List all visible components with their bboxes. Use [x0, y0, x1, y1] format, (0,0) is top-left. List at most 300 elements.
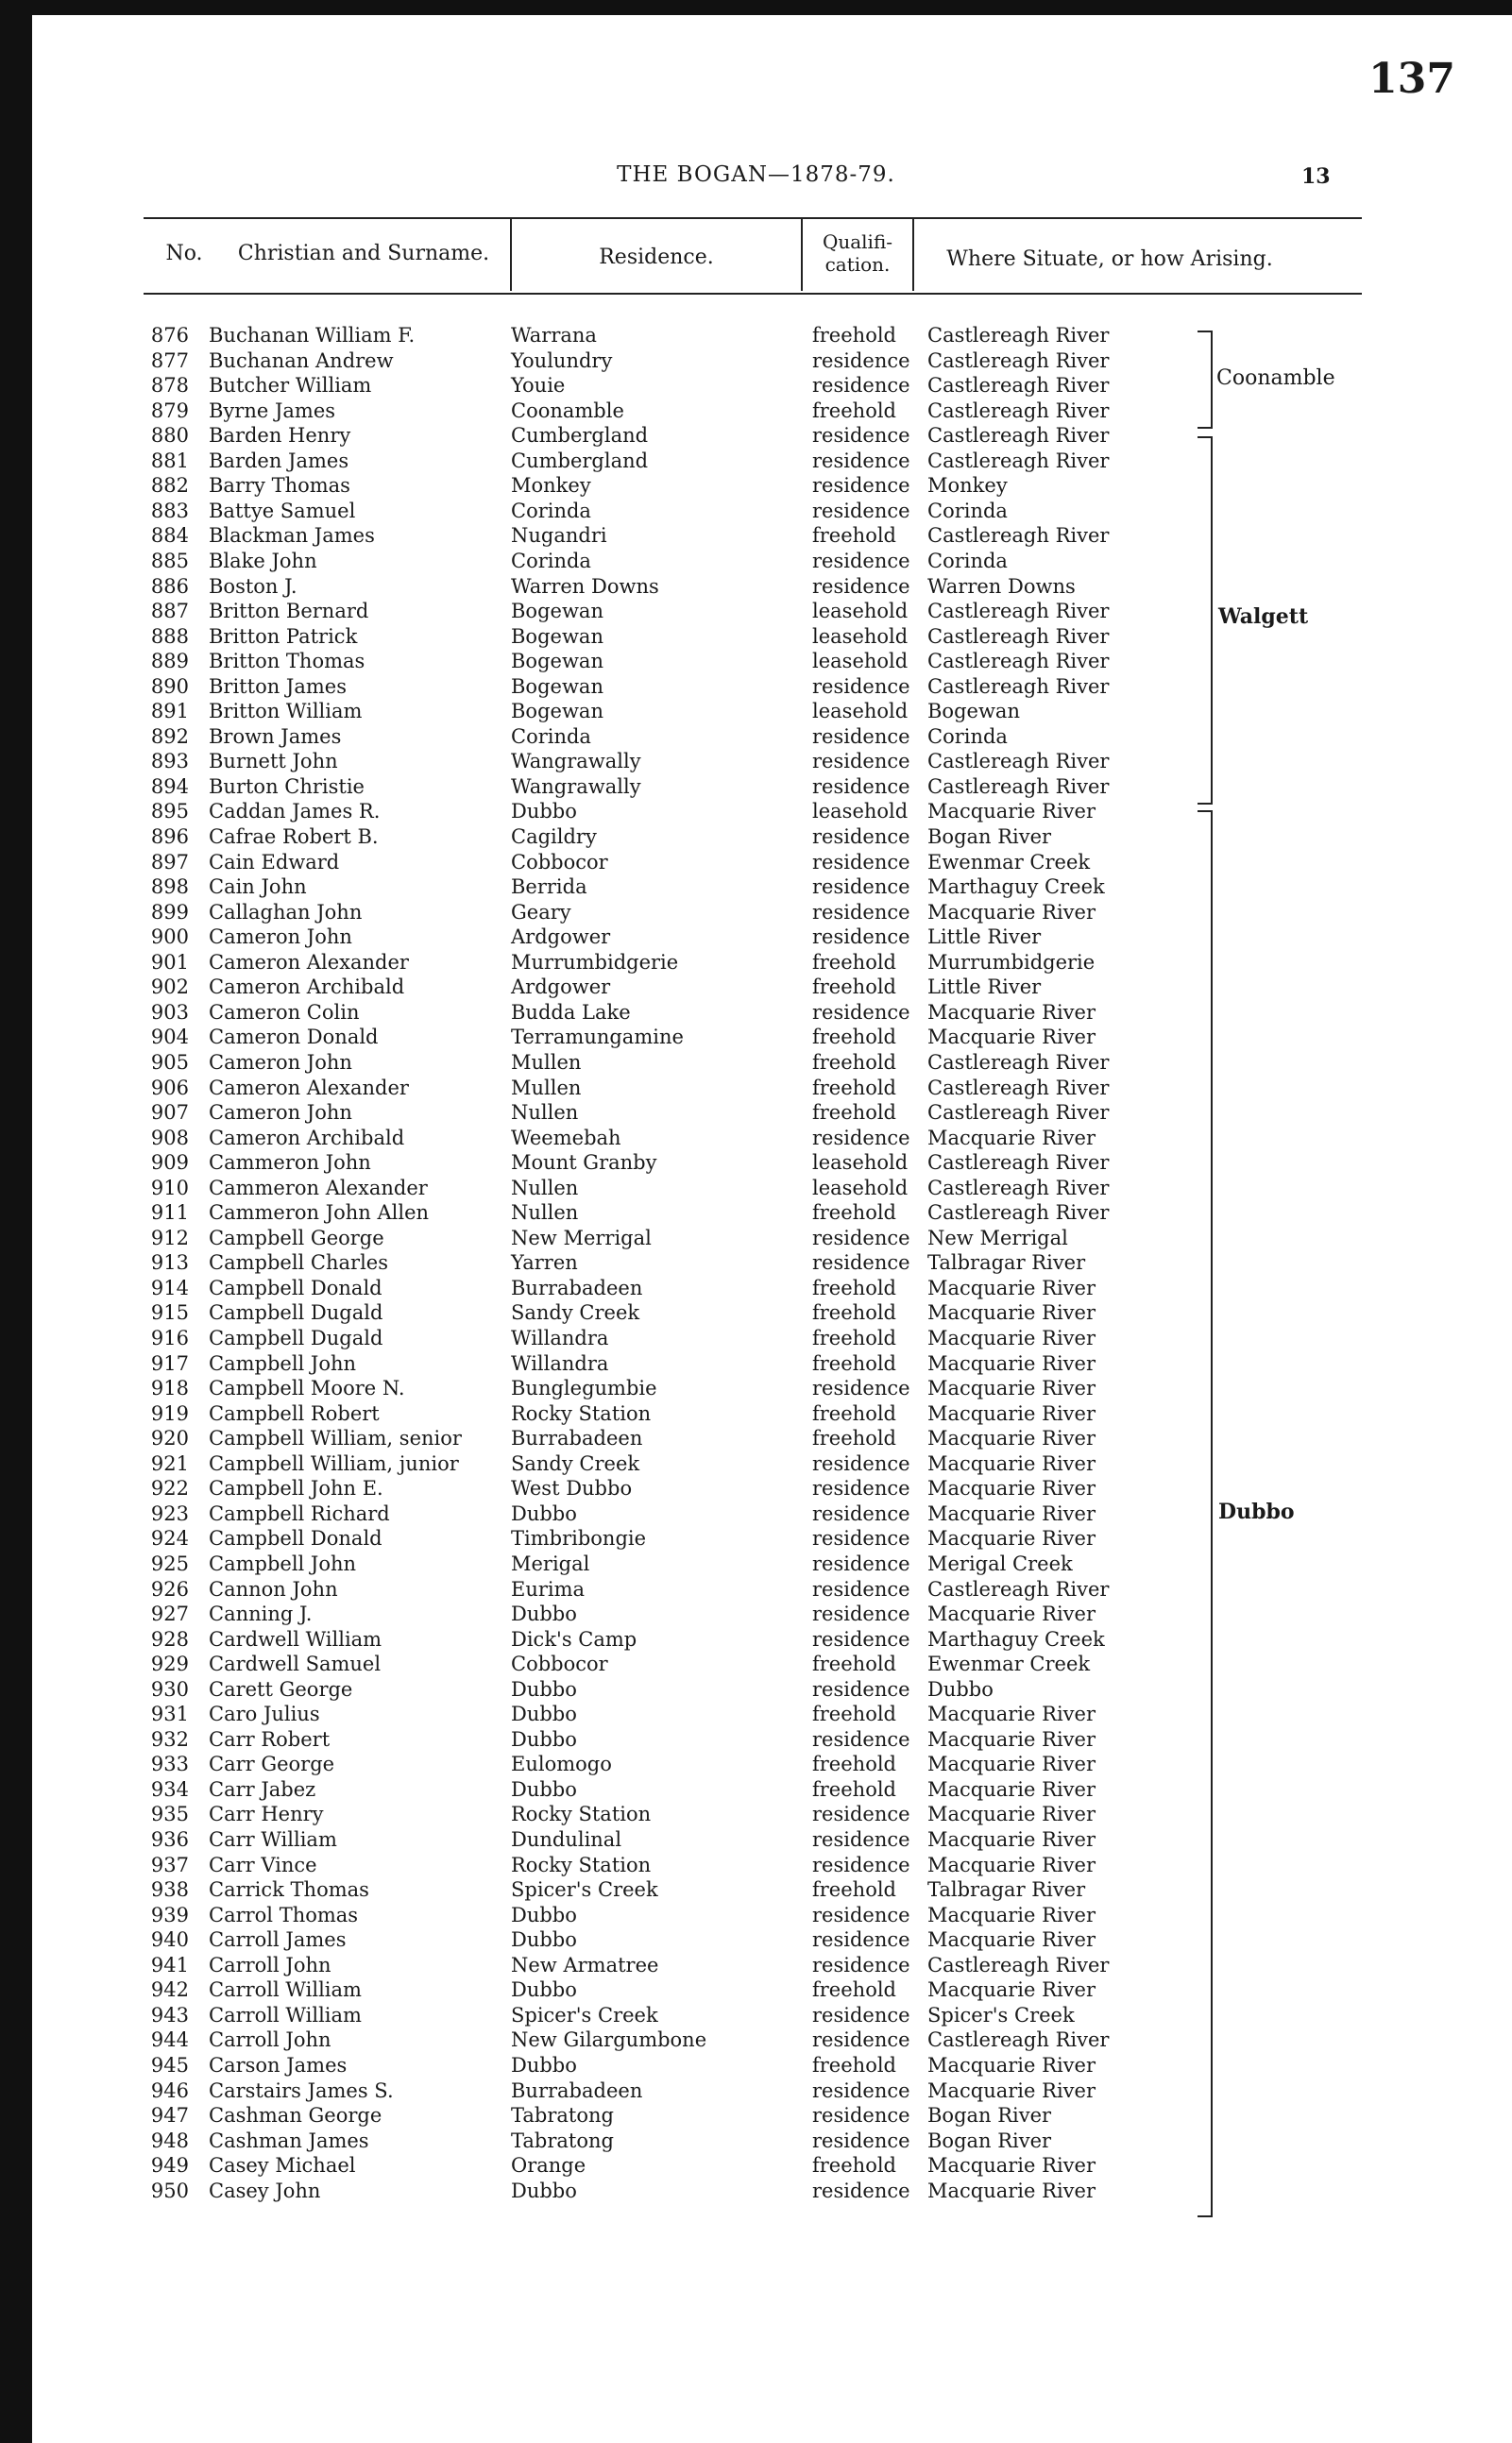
- table-row: [0, 749, 1512, 774]
- entry-number: 949: [150, 2154, 189, 2178]
- entry-number: 935: [150, 1803, 189, 1826]
- where-situate: Talbragar River: [927, 1878, 1086, 1902]
- entry-number: 881: [150, 449, 189, 472]
- residence: Rocky Station: [511, 1853, 652, 1876]
- residence: Dubbo: [511, 1703, 577, 1726]
- table-row: [0, 1025, 1512, 1050]
- voter-name: Byrne James: [209, 399, 336, 422]
- table-row: [0, 925, 1512, 950]
- voter-name: Burton Christie: [209, 774, 365, 798]
- table-row: [0, 1752, 1512, 1777]
- where-situate: Castlereagh River: [927, 774, 1110, 798]
- where-situate: Macquarie River: [927, 1703, 1096, 1726]
- entry-number: 927: [150, 1603, 189, 1626]
- where-situate: Castlereagh River: [927, 624, 1110, 648]
- where-situate: Macquarie River: [927, 1427, 1096, 1451]
- where-situate: Macquarie River: [927, 900, 1096, 924]
- header-rule-bottom: [144, 293, 1362, 295]
- entry-number: 931: [150, 1703, 189, 1726]
- header-no: No.: [165, 242, 203, 265]
- where-situate: Castlereagh River: [927, 324, 1110, 347]
- entry-number: 896: [150, 825, 189, 848]
- entry-number: 877: [150, 348, 189, 372]
- table-row: [0, 1476, 1512, 1501]
- qualification: freehold: [812, 1753, 896, 1776]
- where-situate: Castlereagh River: [927, 374, 1110, 398]
- qualification: freehold: [812, 950, 896, 974]
- where-situate: Monkey: [927, 474, 1008, 498]
- voter-name: Buchanan William F.: [209, 324, 416, 347]
- entry-number: 947: [150, 2104, 189, 2128]
- voter-name: Cardwell Samuel: [209, 1653, 382, 1676]
- residence: Bogewan: [511, 650, 603, 673]
- qualification: freehold: [812, 524, 896, 548]
- qualification: residence: [812, 2003, 910, 2027]
- where-situate: Bogan River: [927, 825, 1052, 848]
- entry-number: 882: [150, 474, 189, 498]
- residence: New Gilargumbone: [511, 2028, 707, 2052]
- where-situate: Little River: [927, 925, 1042, 949]
- where-situate: New Merrigal: [927, 1226, 1068, 1249]
- voter-name: Caddan James R.: [209, 800, 381, 823]
- voter-name: Britton James: [209, 674, 347, 698]
- qualification: residence: [812, 1853, 910, 1876]
- table-row: [0, 1100, 1512, 1126]
- entry-number: 885: [150, 549, 189, 572]
- entry-number: 901: [150, 950, 189, 974]
- header-residence: Residence.: [599, 246, 714, 269]
- voter-name: Carrol Thomas: [209, 1903, 359, 1926]
- entry-number: 917: [150, 1351, 189, 1375]
- entry-number: 878: [150, 374, 189, 398]
- qualification: residence: [812, 1451, 910, 1475]
- qualification: freehold: [812, 1653, 896, 1676]
- where-situate: Macquarie River: [927, 800, 1096, 823]
- table-row: [0, 1677, 1512, 1703]
- voter-name: Carrick Thomas: [209, 1878, 369, 1902]
- where-situate: Castlereagh River: [927, 1151, 1110, 1175]
- where-situate: Marthaguy Creek: [927, 875, 1105, 899]
- table-row: [0, 1652, 1512, 1677]
- qualification: freehold: [812, 976, 896, 999]
- qualification: freehold: [812, 1301, 896, 1325]
- residence: Nullen: [511, 1176, 579, 1199]
- qualification: freehold: [812, 1427, 896, 1451]
- where-situate: Macquarie River: [927, 1501, 1096, 1525]
- entry-number: 908: [150, 1126, 189, 1149]
- residence: New Armatree: [511, 1953, 659, 1976]
- where-situate: Corinda: [927, 724, 1008, 748]
- qualification: residence: [812, 900, 910, 924]
- table-row: [0, 1050, 1512, 1076]
- table-row: [0, 824, 1512, 850]
- where-situate: Castlereagh River: [927, 399, 1110, 422]
- table-row: [0, 1777, 1512, 1803]
- residence: Warrana: [511, 324, 597, 347]
- qualification: residence: [812, 750, 910, 773]
- entry-number: 905: [150, 1050, 189, 1074]
- entry-number: 892: [150, 724, 189, 748]
- residence: Cobbocor: [511, 1653, 608, 1676]
- residence: Willandra: [511, 1351, 609, 1375]
- voter-name: Campbell John E.: [209, 1477, 383, 1501]
- voter-name: Carstairs James S.: [209, 2078, 394, 2102]
- brace-walgett: [1198, 436, 1213, 805]
- residence: Dubbo: [511, 1603, 577, 1626]
- residence: Cobbocor: [511, 850, 608, 874]
- qualification: residence: [812, 449, 910, 472]
- qualification: freehold: [812, 1978, 896, 2002]
- qualification: residence: [812, 1577, 910, 1601]
- table-row: [0, 799, 1512, 824]
- where-situate: Castlereagh River: [927, 449, 1110, 472]
- entry-number: 894: [150, 774, 189, 798]
- entry-number: 902: [150, 976, 189, 999]
- qualification: residence: [812, 499, 910, 522]
- entry-number: 898: [150, 875, 189, 899]
- qualification: residence: [812, 1928, 910, 1952]
- entry-number: 937: [150, 1853, 189, 1876]
- table-row: [0, 2103, 1512, 2129]
- qualification: residence: [812, 825, 910, 848]
- qualification: residence: [812, 925, 910, 949]
- voter-name: Campbell Charles: [209, 1251, 388, 1275]
- residence: West Dubbo: [511, 1477, 633, 1501]
- residence: Eurima: [511, 1577, 586, 1601]
- table-row: [0, 1300, 1512, 1326]
- qualification: freehold: [812, 1201, 896, 1225]
- residence: Bogewan: [511, 600, 603, 623]
- voter-name: Campbell Donald: [209, 1276, 382, 1299]
- table-row: [0, 975, 1512, 1000]
- table-row: [0, 1526, 1512, 1552]
- where-situate: Macquarie River: [927, 1527, 1096, 1551]
- table-row: [0, 900, 1512, 925]
- voter-name: Cammeron John Allen: [209, 1201, 430, 1225]
- qualification: freehold: [812, 1878, 896, 1902]
- qualification: freehold: [812, 1703, 896, 1726]
- table-row: [0, 1176, 1512, 1201]
- residence: Dubbo: [511, 1903, 577, 1926]
- entry-number: 915: [150, 1301, 189, 1325]
- voter-name: Carson James: [209, 2053, 348, 2077]
- entry-number: 904: [150, 1026, 189, 1049]
- residence: Corinda: [511, 549, 591, 572]
- qualification: residence: [812, 850, 910, 874]
- voter-name: Cammeron Alexander: [209, 1176, 428, 1199]
- residence: Tabratong: [511, 2104, 614, 2128]
- voter-name: Cammeron John: [209, 1151, 371, 1175]
- residence: Nullen: [511, 1101, 579, 1125]
- where-situate: Macquarie River: [927, 1401, 1096, 1425]
- table-row: [0, 699, 1512, 724]
- qualification: freehold: [812, 1076, 896, 1099]
- residence: Youie: [511, 374, 566, 398]
- qualification: residence: [812, 674, 910, 698]
- residence: Corinda: [511, 499, 591, 522]
- entry-number: 913: [150, 1251, 189, 1275]
- residence: Weemebah: [511, 1126, 621, 1149]
- entry-number: 926: [150, 1577, 189, 1601]
- entry-number: 888: [150, 624, 189, 648]
- entry-number: 899: [150, 900, 189, 924]
- table-row: [0, 1401, 1512, 1427]
- entry-number: 883: [150, 499, 189, 522]
- district-dubbo: Dubbo: [1218, 1500, 1295, 1524]
- voter-name: Cashman George: [209, 2104, 382, 2128]
- voter-name: Carroll William: [209, 1978, 362, 2002]
- qualification: residence: [812, 1627, 910, 1651]
- residence: Monkey: [511, 474, 591, 498]
- qualification: residence: [812, 1903, 910, 1926]
- where-situate: Castlereagh River: [927, 524, 1110, 548]
- voter-name: Campbell Richard: [209, 1501, 390, 1525]
- voter-name: Cameron John: [209, 1050, 352, 1074]
- table-row: [0, 1200, 1512, 1226]
- table-row: [0, 1853, 1512, 1878]
- voter-name: Cain John: [209, 875, 307, 899]
- qualification: freehold: [812, 1026, 896, 1049]
- entry-number: 948: [150, 2129, 189, 2152]
- table-row: [0, 549, 1512, 574]
- residence: Mount Granby: [511, 1151, 657, 1175]
- voter-name: Canning J.: [209, 1603, 313, 1626]
- where-situate: Ewenmar Creek: [927, 1653, 1091, 1676]
- entry-number: 932: [150, 1727, 189, 1751]
- table-row: [0, 499, 1512, 524]
- qualification: residence: [812, 574, 910, 598]
- residence: Dubbo: [511, 2053, 577, 2077]
- qualification: residence: [812, 1000, 910, 1024]
- qualification: freehold: [812, 2154, 896, 2178]
- entry-number: 924: [150, 1527, 189, 1551]
- residence: Dubbo: [511, 1501, 577, 1525]
- voter-name: Callaghan John: [209, 900, 363, 924]
- entry-number: 918: [150, 1377, 189, 1400]
- table-row: [0, 1927, 1512, 1953]
- where-situate: Macquarie River: [927, 1451, 1096, 1475]
- where-situate: Castlereagh River: [927, 674, 1110, 698]
- voter-name: Cameron Archibald: [209, 1126, 405, 1149]
- district-coonamble: Coonamble: [1216, 366, 1335, 390]
- table-row: [0, 1000, 1512, 1026]
- where-situate: Castlereagh River: [927, 348, 1110, 372]
- table-row: [0, 1226, 1512, 1251]
- where-situate: Macquarie River: [927, 1753, 1096, 1776]
- residence: Mullen: [511, 1050, 582, 1074]
- voter-name: Carett George: [209, 1677, 353, 1701]
- entry-number: 884: [150, 524, 189, 548]
- voter-name: Carr Vince: [209, 1853, 317, 1876]
- residence: Warren Downs: [511, 574, 659, 598]
- residence: Coonamble: [511, 399, 624, 422]
- where-situate: Macquarie River: [927, 2154, 1096, 2178]
- table-row: [0, 850, 1512, 875]
- table-row: [0, 473, 1512, 499]
- entry-number: 939: [150, 1903, 189, 1926]
- where-situate: Castlereagh River: [927, 600, 1110, 623]
- where-situate: Bogan River: [927, 2129, 1052, 2152]
- voter-name: Cameron John: [209, 925, 352, 949]
- entry-number: 941: [150, 1953, 189, 1976]
- where-situate: Macquarie River: [927, 1803, 1096, 1826]
- qualification: residence: [812, 1377, 910, 1400]
- entry-number: 944: [150, 2028, 189, 2052]
- voter-name: Barden James: [209, 449, 349, 472]
- table-row: [0, 1451, 1512, 1477]
- residence: Rocky Station: [511, 1803, 652, 1826]
- qualification: leasehold: [812, 600, 909, 623]
- table-row: [0, 1702, 1512, 1727]
- residence: Willandra: [511, 1327, 609, 1349]
- table-row: [0, 323, 1512, 348]
- where-situate: Little River: [927, 976, 1042, 999]
- entry-number: 916: [150, 1327, 189, 1349]
- table-row: [0, 574, 1512, 600]
- voter-name: Carr George: [209, 1753, 335, 1776]
- table-row: [0, 1577, 1512, 1603]
- table-row: [0, 1552, 1512, 1577]
- residence: Spicer's Creek: [511, 1878, 658, 1902]
- where-situate: Ewenmar Creek: [927, 850, 1091, 874]
- residence: Dundulinal: [511, 1828, 622, 1851]
- residence: Mullen: [511, 1076, 582, 1099]
- page-title: THE BOGAN—1878-79.: [617, 162, 895, 187]
- where-situate: Castlereagh River: [927, 750, 1110, 773]
- table-row: [0, 950, 1512, 976]
- residence: Wangrawally: [511, 750, 641, 773]
- residence: Dubbo: [511, 1777, 577, 1801]
- voter-name: Campbell Robert: [209, 1401, 380, 1425]
- voter-name: Cafrae Robert B.: [209, 825, 379, 848]
- qualification: leasehold: [812, 650, 909, 673]
- residence: Dubbo: [511, 1677, 577, 1701]
- residence: Tabratong: [511, 2129, 614, 2152]
- table-row: [0, 1351, 1512, 1377]
- where-situate: Macquarie River: [927, 2053, 1096, 2077]
- entry-number: 880: [150, 424, 189, 448]
- voter-name: Carr William: [209, 1828, 337, 1851]
- residence: Murrumbidgerie: [511, 950, 679, 974]
- voter-name: Barry Thomas: [209, 474, 350, 498]
- qualification: leasehold: [812, 1176, 909, 1199]
- qualification: freehold: [812, 1777, 896, 1801]
- residence: Dick's Camp: [511, 1627, 637, 1651]
- voter-name: Cameron Alexander: [209, 1076, 409, 1099]
- table-row: [0, 1877, 1512, 1903]
- residence: Bogewan: [511, 700, 603, 723]
- voter-name: Cannon John: [209, 1577, 338, 1601]
- header-name: Christian and Surname.: [237, 242, 490, 265]
- residence: Berrida: [511, 875, 587, 899]
- table-row: [0, 2003, 1512, 2028]
- qualification: residence: [812, 1527, 910, 1551]
- where-situate: Macquarie River: [927, 1603, 1096, 1626]
- entry-number: 930: [150, 1677, 189, 1701]
- qualification: residence: [812, 1677, 910, 1701]
- table-row: [0, 1276, 1512, 1301]
- table-row: [0, 1126, 1512, 1151]
- voter-name: Cameron John: [209, 1101, 352, 1125]
- voter-name: Carroll James: [209, 1928, 347, 1952]
- qualification: residence: [812, 1251, 910, 1275]
- header-rule-top: [144, 217, 1362, 219]
- qualification: residence: [812, 2028, 910, 2052]
- where-situate: Talbragar River: [927, 1251, 1086, 1275]
- where-situate: Macquarie River: [927, 1828, 1096, 1851]
- voter-name: Campbell John: [209, 1351, 357, 1375]
- voter-name: Blake John: [209, 549, 317, 572]
- residence: Nugandri: [511, 524, 607, 548]
- entry-number: 938: [150, 1878, 189, 1902]
- voter-name: Carr Robert: [209, 1727, 331, 1751]
- qualification: freehold: [812, 1351, 896, 1375]
- where-situate: Castlereagh River: [927, 1577, 1110, 1601]
- voter-name: Carroll William: [209, 2003, 362, 2027]
- voter-name: Cain Edward: [209, 850, 340, 874]
- sheet-number: 13: [1301, 164, 1331, 189]
- table-row: [0, 1076, 1512, 1101]
- residence: Rocky Station: [511, 1401, 652, 1425]
- qualification: residence: [812, 724, 910, 748]
- table-row: [0, 1977, 1512, 2003]
- voter-name: Campbell Dugald: [209, 1327, 383, 1349]
- residence: Bogewan: [511, 674, 603, 698]
- entry-number: 910: [150, 1176, 189, 1199]
- column-divider: [510, 219, 512, 291]
- residence: Ardgower: [511, 925, 611, 949]
- residence: Eulomogo: [511, 1753, 612, 1776]
- where-situate: Macquarie River: [927, 1377, 1096, 1400]
- qualification: residence: [812, 1552, 910, 1575]
- entry-number: 909: [150, 1151, 189, 1175]
- voter-name: Carr Henry: [209, 1803, 324, 1826]
- entry-number: 934: [150, 1777, 189, 1801]
- qualification: leasehold: [812, 800, 909, 823]
- qualification: residence: [812, 774, 910, 798]
- voter-name: Burnett John: [209, 750, 338, 773]
- residence: Wangrawally: [511, 774, 641, 798]
- residence: Dubbo: [511, 1928, 577, 1952]
- entry-number: 893: [150, 750, 189, 773]
- residence: Dubbo: [511, 800, 577, 823]
- qualification: residence: [812, 2104, 910, 2128]
- residence: New Merrigal: [511, 1226, 652, 1249]
- voter-name: Carroll John: [209, 2028, 331, 2052]
- qualification: residence: [812, 1126, 910, 1149]
- entry-number: 912: [150, 1226, 189, 1249]
- entry-number: 946: [150, 2078, 189, 2102]
- where-situate: Macquarie River: [927, 1026, 1096, 1049]
- entry-number: 891: [150, 700, 189, 723]
- entry-number: 923: [150, 1501, 189, 1525]
- qualification: residence: [812, 2179, 910, 2202]
- qualification: residence: [812, 1727, 910, 1751]
- entry-number: 914: [150, 1276, 189, 1299]
- qualification: residence: [812, 1828, 910, 1851]
- scan-top-edge: [0, 0, 1512, 15]
- residence: Spicer's Creek: [511, 2003, 658, 2027]
- table-row: [0, 1376, 1512, 1401]
- entry-number: 945: [150, 2053, 189, 2077]
- voter-name: Britton Patrick: [209, 624, 358, 648]
- qualification: residence: [812, 1803, 910, 1826]
- voter-name: Cameron Alexander: [209, 950, 409, 974]
- table-row: [0, 1727, 1512, 1753]
- where-situate: Macquarie River: [927, 1126, 1096, 1149]
- qualification: freehold: [812, 1327, 896, 1349]
- qualification: freehold: [812, 1401, 896, 1425]
